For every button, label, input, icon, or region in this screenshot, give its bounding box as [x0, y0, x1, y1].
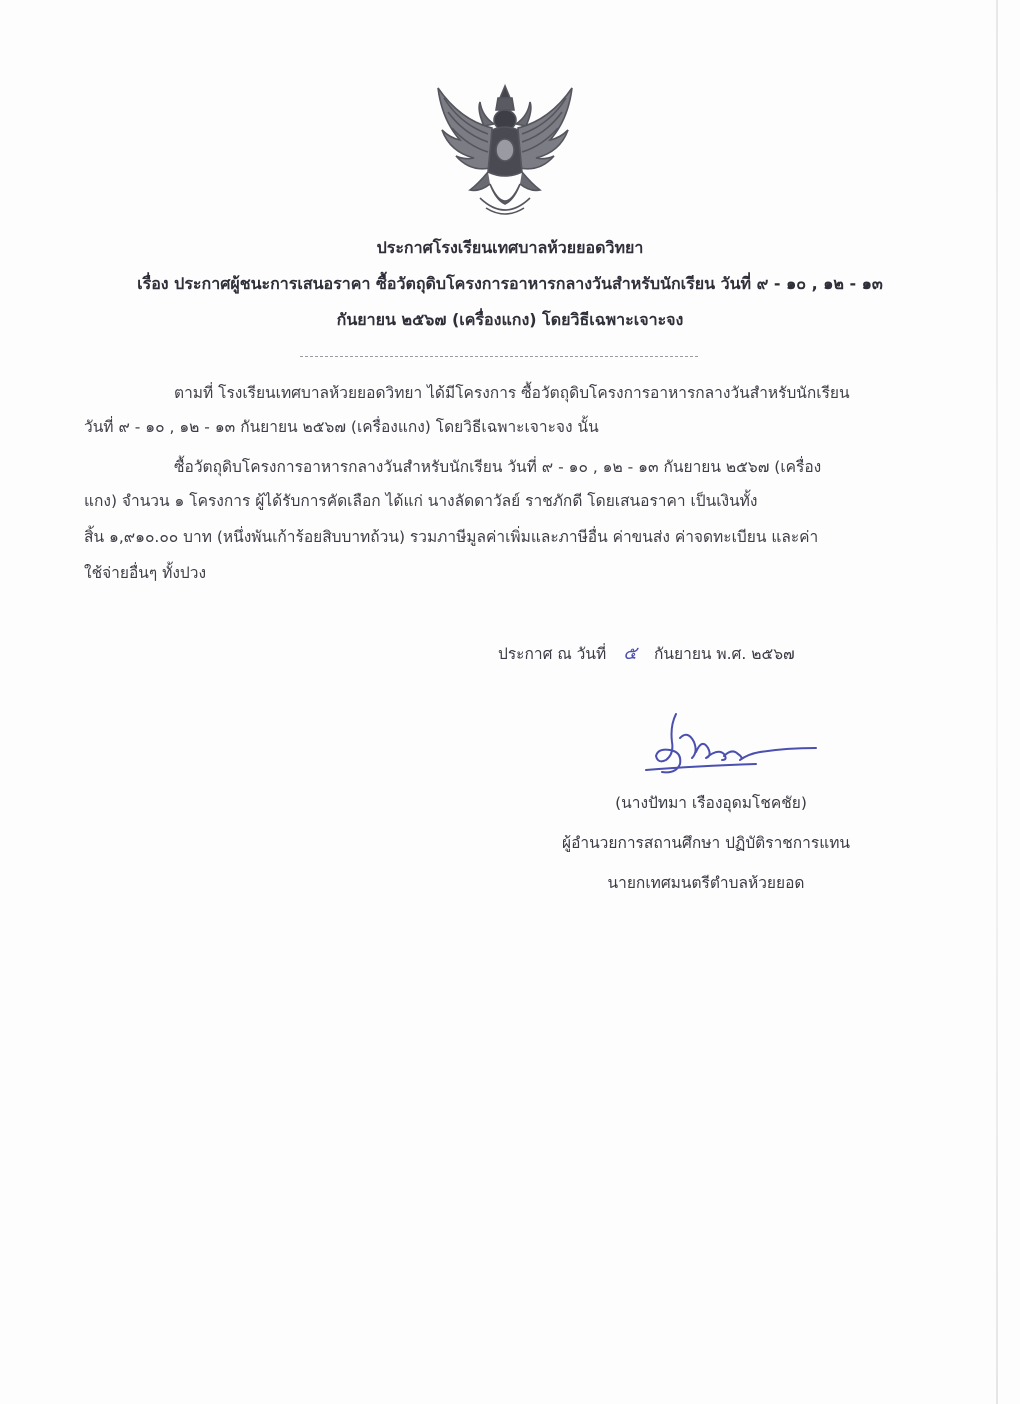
announcement-date: [498, 638, 795, 667]
paragraph-2-line-2: แกง) จำนวน ๑ โครงการ ผู้ได้รับการคัดเลือก ได้แก่ นางลัดดาวัลย์ ราชภักดี โดยเสนอราคา เป็นเงินทั้ง: [84, 492, 758, 510]
paragraph-2-line-3: สิ้น ๑,๙๑๐.๐๐ บาท (หนึ่งพันเก้าร้อยสิบบาทถ้วน) รวมภาษีมูลค่าเพิ่มและภาษีอื่น ค่าขนส่ง ค่าจดทะเบียน และค่า: [84, 528, 819, 546]
paragraph-2-line-4: ใช้จ่ายอื่นๆ ทั้งปวง: [84, 564, 207, 582]
paragraph-1-line-1: ตามที่ โรงเรียนเทศบาลห้วยยอดวิทยา ได้มีโครงการ ซื้อวัตถุดิบโครงการอาหารกลางวันสำหรับนักเรียน: [174, 384, 850, 402]
announcement-suffix: กันยายน พ.ศ. ๒๕๖๗: [654, 645, 795, 663]
paragraph-1-line-2: วันที่ ๙ - ๑๐ , ๑๒ - ๑๓ กันยายน ๒๕๖๗ (เครื่องแกง) โดยวิธีเฉพาะเจาะจง นั้น: [84, 418, 599, 436]
subject-line-1: เรื่อง ประกาศผู้ชนะการเสนอราคา ซื้อวัตถุดิบโครงการอาหารกลางวันสำหรับนักเรียน วันที่ ๙ - ๑๐ , ๑๒ - ๑๓: [137, 274, 883, 293]
subject-line-2: กันยายน ๒๕๖๗ (เครื่องแกง) โดยวิธีเฉพาะเจาะจง: [336, 310, 684, 329]
document-title: ประกาศโรงเรียนเทศบาลห้วยยอดวิทยา: [376, 238, 644, 257]
signatory-position-2: นายกเทศมนตรีตำบลห้วยยอด: [607, 874, 805, 892]
announcement-prefix: ประกาศ ณ วันที่: [498, 645, 607, 663]
page-crease: [996, 0, 998, 1404]
announcement-day: ๕: [623, 643, 637, 664]
divider-rule: [300, 356, 698, 357]
garuda-emblem-icon: [430, 80, 580, 225]
signatory-position-1: ผู้อำนวยการสถานศึกษา ปฏิบัติราชการแทน: [561, 834, 851, 852]
paragraph-2-line-1: ซื้อวัตถุดิบโครงการอาหารกลางวันสำหรับนักเรียน วันที่ ๙ - ๑๐ , ๑๒ - ๑๓ กันยายน ๒๕๖๗ (เครื่อง: [174, 458, 822, 476]
signatory-name: (นางปัทมา เรืองอุดมโชคชัย): [615, 794, 807, 812]
handwritten-signature-icon: [636, 708, 826, 784]
